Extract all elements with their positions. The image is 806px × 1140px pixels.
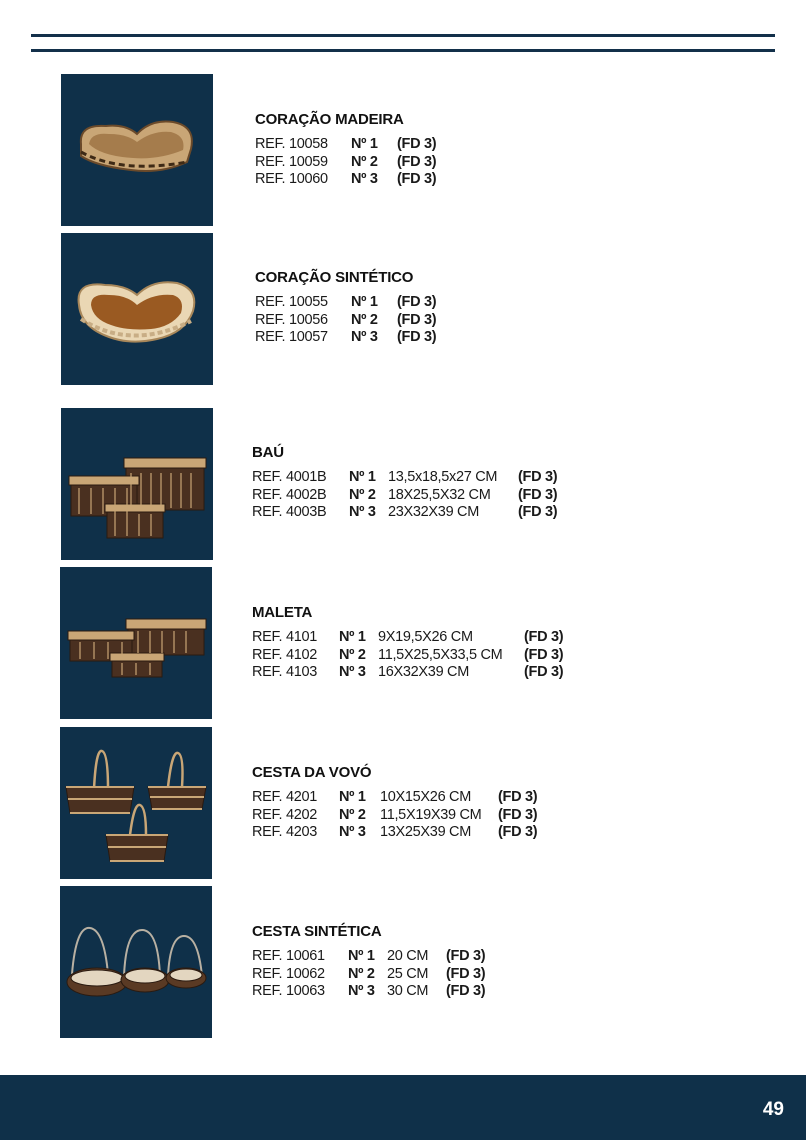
size-number: Nº 1 (351, 294, 378, 310)
ref-code: REF. 4201 (252, 789, 318, 805)
product-cesta-da-vovo (0, 727, 806, 879)
ref-code: REF. 4202 (252, 806, 318, 823)
case-boxes-icon (60, 567, 212, 719)
size-number: Nº 3 (351, 329, 378, 345)
product-info (252, 922, 486, 1001)
product-title: CORAÇÃO SINTÉTICO (255, 269, 414, 286)
dimensions: 30 CM (387, 983, 429, 999)
pack-qty: (FD 3) (518, 486, 558, 503)
dimensions: 11,5X25,5X33,5 CM (378, 646, 503, 663)
heart-synthetic-tray-icon (61, 233, 213, 385)
pack-qty: (FD 3) (498, 789, 538, 805)
dimensions: 9X19,5X26 CM (378, 629, 473, 645)
product-coracao-madeira (0, 74, 806, 226)
product-maleta (0, 567, 806, 719)
chest-boxes-icon (61, 408, 213, 560)
pack-qty: (FD 3) (397, 329, 437, 345)
product-title: CESTA DA VOVÓ (252, 764, 372, 781)
size-number: Nº 3 (349, 504, 376, 520)
ref-list (255, 136, 437, 189)
size-number: Nº 2 (349, 486, 376, 503)
size-number: Nº 3 (348, 983, 375, 999)
ref-row (252, 486, 558, 505)
product-title: BAÚ (252, 444, 284, 461)
ref-row (252, 806, 538, 825)
product-title: MALETA (252, 604, 313, 621)
header-rule-top (31, 34, 775, 37)
pack-qty: (FD 3) (518, 469, 558, 485)
size-number: Nº 3 (339, 824, 366, 840)
size-number: Nº 1 (339, 789, 366, 805)
pack-qty: (FD 3) (397, 294, 437, 310)
ref-code: REF. 10059 (255, 153, 328, 170)
size-number: Nº 2 (339, 646, 366, 663)
pack-qty: (FD 3) (446, 948, 486, 964)
pack-qty: (FD 3) (446, 983, 486, 999)
ref-row (255, 171, 437, 189)
dimensions: 13X25X39 CM (380, 824, 472, 840)
dimensions: 20 CM (387, 948, 429, 964)
ref-row (252, 469, 558, 487)
product-info (252, 603, 564, 682)
pack-qty: (FD 3) (524, 629, 564, 645)
product-coracao-sintetico (0, 233, 806, 385)
ref-row (255, 329, 437, 347)
ref-row (252, 504, 558, 522)
ref-row (252, 789, 538, 807)
dimensions: 23X32X39 CM (388, 504, 480, 520)
ref-row (252, 948, 486, 966)
dimensions: 16X32X39 CM (378, 664, 470, 680)
ref-code: REF. 4001B (252, 469, 327, 485)
page-footer (0, 1075, 806, 1140)
ref-list (252, 629, 564, 682)
pack-qty: (FD 3) (397, 311, 437, 328)
ref-row (252, 629, 564, 647)
product-title: CORAÇÃO MADEIRA (255, 111, 404, 128)
ref-code: REF. 10060 (255, 171, 328, 187)
ref-list (255, 294, 437, 347)
ref-code: REF. 4203 (252, 824, 318, 840)
handle-basket-icon (60, 727, 212, 879)
ref-row (252, 646, 564, 665)
pack-qty: (FD 3) (397, 153, 437, 170)
size-number: Nº 3 (351, 171, 378, 187)
size-number: Nº 1 (351, 136, 378, 152)
dimensions: 25 CM (387, 965, 429, 982)
page-number: 49 (762, 1099, 784, 1120)
product-info (252, 763, 538, 842)
size-number: Nº 1 (339, 629, 366, 645)
ref-row (252, 983, 486, 1001)
product-info (252, 443, 558, 522)
pack-qty: (FD 3) (498, 806, 538, 823)
ref-row (255, 153, 437, 172)
pack-qty: (FD 3) (524, 664, 564, 680)
ref-code: REF. 10058 (255, 136, 328, 152)
ref-code: REF. 10062 (252, 965, 325, 982)
ref-code: REF. 10063 (252, 983, 325, 999)
ref-code: REF. 4103 (252, 664, 318, 680)
size-number: Nº 1 (349, 469, 376, 485)
product-info (255, 110, 437, 189)
ref-row (255, 294, 437, 312)
ref-list (252, 469, 558, 522)
ref-row (255, 136, 437, 154)
ref-row (252, 664, 564, 682)
pack-qty: (FD 3) (518, 504, 558, 520)
product-bau (0, 408, 806, 560)
round-basket-icon (60, 886, 212, 1038)
header-rule-bottom (31, 49, 775, 52)
dimensions: 11,5X19X39 CM (380, 806, 482, 823)
dimensions: 18X25,5X32 CM (388, 486, 491, 503)
ref-code: REF. 10061 (252, 948, 325, 964)
dimensions: 13,5x18,5x27 CM (388, 469, 498, 485)
pack-qty: (FD 3) (397, 171, 437, 187)
size-number: Nº 2 (348, 965, 375, 982)
size-number: Nº 2 (351, 153, 378, 170)
ref-list (252, 789, 538, 842)
ref-code: REF. 10057 (255, 329, 328, 345)
ref-row (255, 311, 437, 330)
ref-code: REF. 4003B (252, 504, 327, 520)
heart-wood-tray-icon (61, 74, 213, 226)
ref-list (252, 948, 486, 1001)
ref-code: REF. 4101 (252, 629, 318, 645)
product-cesta-sintetica (0, 886, 806, 1038)
product-title: CESTA SINTÉTICA (252, 923, 382, 940)
ref-row (252, 965, 486, 984)
ref-code: REF. 10056 (255, 311, 328, 328)
dimensions: 10X15X26 CM (380, 789, 472, 805)
size-number: Nº 1 (348, 948, 375, 964)
ref-code: REF. 4102 (252, 646, 318, 663)
size-number: Nº 2 (339, 806, 366, 823)
ref-row (252, 824, 538, 842)
size-number: Nº 3 (339, 664, 366, 680)
ref-code: REF. 10055 (255, 294, 328, 310)
ref-code: REF. 4002B (252, 486, 327, 503)
size-number: Nº 2 (351, 311, 378, 328)
pack-qty: (FD 3) (498, 824, 538, 840)
pack-qty: (FD 3) (524, 646, 564, 663)
pack-qty: (FD 3) (446, 965, 486, 982)
product-info (255, 268, 437, 347)
pack-qty: (FD 3) (397, 136, 437, 152)
